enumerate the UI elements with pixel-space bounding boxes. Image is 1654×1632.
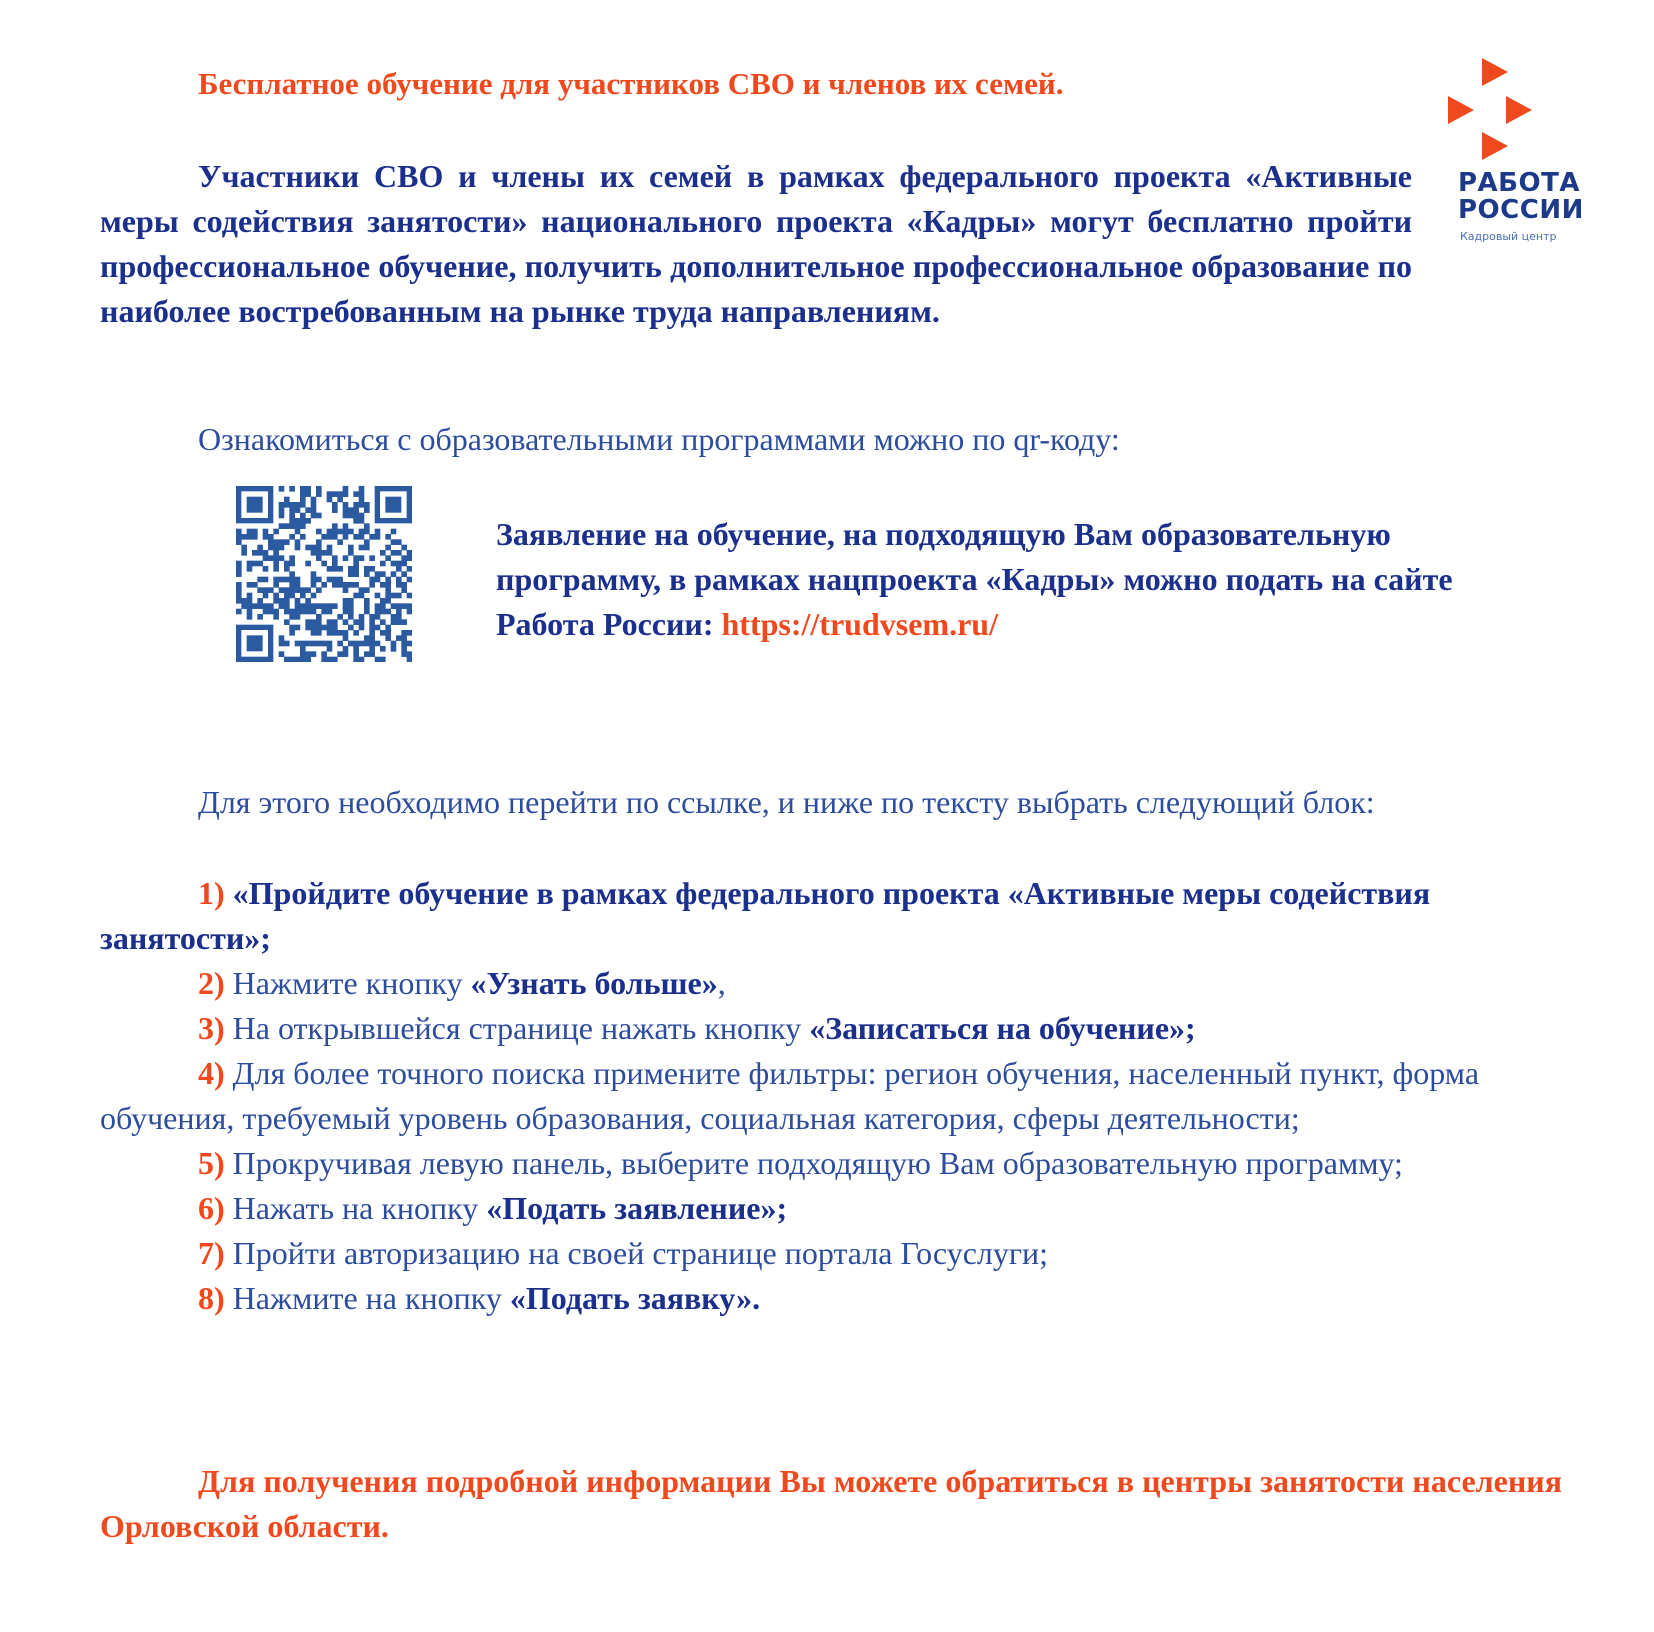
document-title: Бесплатное обучение для участников СВО и членов их семей. — [198, 66, 1064, 101]
step-number: 6) — [198, 1190, 225, 1226]
step-button-name: «Подать заявку». — [509, 1280, 761, 1316]
logo-subtitle: Кадровый центр — [1460, 230, 1557, 243]
steps-list — [100, 871, 1570, 1321]
step-text: Прокручивая левую панель, выберите подходящую Вам образовательную программу; — [224, 1145, 1403, 1181]
step-item — [100, 1276, 1570, 1321]
step-number: 1) — [198, 875, 225, 911]
step-number: 5) — [198, 1145, 225, 1181]
logo-arrows-icon — [1446, 58, 1626, 168]
step-text — [225, 875, 233, 911]
step-text: Для более точного поиска примените фильтры: регион обучения, населенный пункт, форма обучения, требуемый уровень образования, социальная категория, сферы деятельности; — [100, 1055, 1480, 1136]
step-number: 4) — [198, 1055, 225, 1091]
step-button-name: «Узнать больше» — [470, 965, 718, 1001]
step-number: 7) — [198, 1235, 225, 1271]
step-text-end: , — [717, 965, 726, 1001]
step-number: 8) — [198, 1280, 225, 1316]
step-item — [100, 1051, 1570, 1141]
step-text: Нажать на кнопку — [224, 1190, 487, 1226]
intro-paragraph: Участники СВО и члены их семей в рамках федерального проекта «Активные меры содействия занятости» национального проекта «Кадры» могут бесплатно пройти профессиональное обучение, получить дополнительное профессиональное образование по наиболее востребованным на рынке труда направлениям. — [100, 158, 1412, 329]
step-text: На открывшейся странице нажать кнопку — [224, 1010, 810, 1046]
step-text: Нажмите кнопку — [224, 965, 471, 1001]
step-item — [100, 1186, 1570, 1231]
step-item — [100, 961, 1570, 1006]
rabota-rossii-logo — [1446, 58, 1626, 248]
qr-lead-text: Ознакомиться с образовательными программами можно по qr-коду: — [198, 421, 1120, 457]
step-item — [100, 871, 1570, 961]
application-text: Заявление на обучение, на подходящую Вам образовательную программу, в рамках нацпроекта «Кадры» можно подать на сайте Работа России: — [496, 516, 1453, 642]
step-number: 2) — [198, 965, 225, 1001]
logo-title-line1: РАБОТА — [1458, 168, 1580, 198]
step-button-name: «Записаться на обучение»; — [809, 1010, 1196, 1046]
trudvsem-link[interactable]: https://trudvsem.ru/ — [721, 606, 998, 642]
logo-title — [1458, 170, 1584, 224]
step-text: Нажмите на кнопку — [224, 1280, 510, 1316]
step-button-name: «Подать заявление»; — [486, 1190, 788, 1226]
step-text: Пройти авторизацию на своей странице портала Госуслуги; — [224, 1235, 1049, 1271]
step-button-name: «Пройдите обучение в рамках федерального проекта «Активные меры содействия занятости»; — [100, 875, 1431, 956]
logo-title-line2: РОССИИ — [1458, 195, 1584, 225]
instructions-intro: Для этого необходимо перейти по ссылке, и ниже по тексту выбрать следующий блок: — [198, 784, 1375, 820]
step-number: 3) — [198, 1010, 225, 1046]
qr-code-icon[interactable] — [236, 486, 412, 662]
step-item — [100, 1006, 1570, 1051]
step-item — [100, 1141, 1570, 1186]
footer-note: Для получения подробной информации Вы можете обратиться в центры занятости населения Орловской области. — [100, 1463, 1562, 1544]
step-item — [100, 1231, 1570, 1276]
application-paragraph — [496, 512, 1476, 647]
